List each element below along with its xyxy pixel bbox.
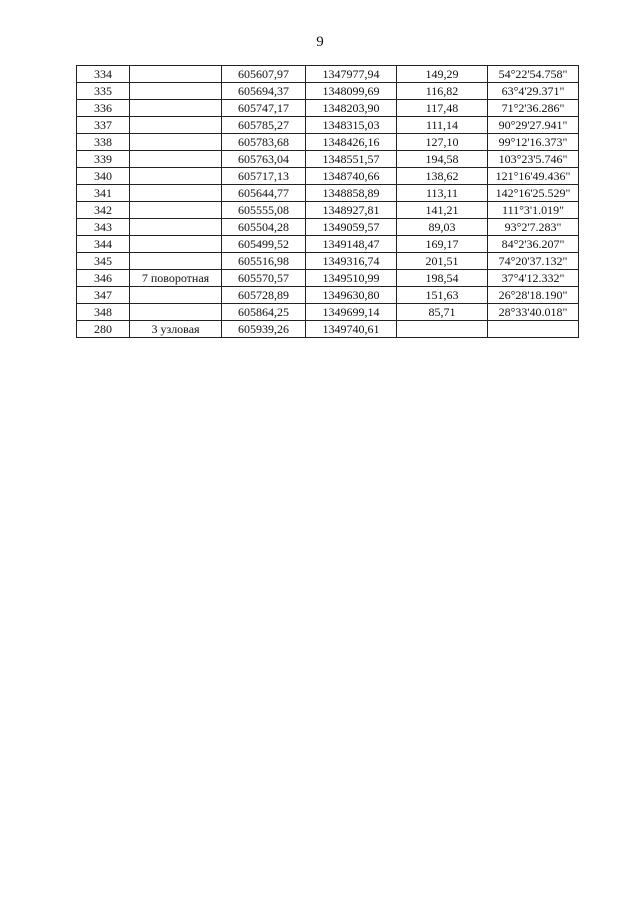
distance: 169,17 [397,236,488,253]
direction-angle: 111°3'1.019" [488,202,579,219]
point-type: 3 узловая [130,321,222,338]
coord-y: 1347977,94 [306,66,397,83]
coord-x: 605717,13 [222,168,306,185]
table-row [77,321,579,338]
coord-x: 605747,17 [222,100,306,117]
point-type [130,168,222,185]
distance: 117,48 [397,100,488,117]
point-number: 336 [77,100,130,117]
direction-angle: 121°16'49.436" [488,168,579,185]
direction-angle: 28°33'40.018" [488,304,579,321]
coord-x: 605694,37 [222,83,306,100]
coord-y: 1349630,80 [306,287,397,304]
point-number: 338 [77,134,130,151]
direction-angle: 93°2'7.283" [488,219,579,236]
coord-x: 605516,98 [222,253,306,270]
page-number: 9 [316,34,324,50]
point-type [130,304,222,321]
point-number: 337 [77,117,130,134]
table-row [77,100,579,117]
direction-angle: 54°22'54.758" [488,66,579,83]
table-row [77,304,579,321]
point-number: 342 [77,202,130,219]
direction-angle: 71°2'36.286" [488,100,579,117]
table-row [77,83,579,100]
point-number: 348 [77,304,130,321]
distance: 89,03 [397,219,488,236]
point-type [130,236,222,253]
distance [397,321,488,338]
coord-x: 605607,97 [222,66,306,83]
point-number: 346 [77,270,130,287]
distance: 138,62 [397,168,488,185]
point-number: 335 [77,83,130,100]
point-type [130,134,222,151]
coord-y: 1348099,69 [306,83,397,100]
coord-x: 605763,04 [222,151,306,168]
coord-x: 605504,28 [222,219,306,236]
direction-angle: 99°12'16.373" [488,134,579,151]
coord-y: 1348927,81 [306,202,397,219]
coord-x: 605728,89 [222,287,306,304]
table-row [77,236,579,253]
coord-y: 1348551,57 [306,151,397,168]
coord-y: 1348426,16 [306,134,397,151]
point-type [130,219,222,236]
point-number: 345 [77,253,130,270]
direction-angle: 26°28'18.190" [488,287,579,304]
coord-x: 605939,26 [222,321,306,338]
coord-y: 1349316,74 [306,253,397,270]
point-type [130,83,222,100]
point-number: 334 [77,66,130,83]
direction-angle [488,321,579,338]
distance: 151,63 [397,287,488,304]
table-row [77,185,579,202]
table-row [77,202,579,219]
direction-angle: 63°4'29.371" [488,83,579,100]
point-type [130,253,222,270]
distance: 116,82 [397,83,488,100]
coord-x: 605644,77 [222,185,306,202]
coord-y: 1349148,47 [306,236,397,253]
direction-angle: 84°2'36.207" [488,236,579,253]
coord-y: 1348740,66 [306,168,397,185]
direction-angle: 142°16'25.529" [488,185,579,202]
table-row [77,219,579,236]
coord-x: 605783,68 [222,134,306,151]
coord-y: 1349059,57 [306,219,397,236]
point-number: 280 [77,321,130,338]
point-type [130,100,222,117]
coord-y: 1349740,61 [306,321,397,338]
direction-angle: 37°4'12.332" [488,270,579,287]
point-number: 347 [77,287,130,304]
coord-x: 605555,08 [222,202,306,219]
distance: 141,21 [397,202,488,219]
table-row [77,253,579,270]
coord-x: 605785,27 [222,117,306,134]
table-row [77,287,579,304]
table-row [77,270,579,287]
direction-angle: 74°20'37.132" [488,253,579,270]
point-number: 343 [77,219,130,236]
direction-angle: 103°23'5.746" [488,151,579,168]
table-row [77,66,579,83]
distance: 111,14 [397,117,488,134]
coord-x: 605864,25 [222,304,306,321]
table-row [77,117,579,134]
coord-y: 1348858,89 [306,185,397,202]
coord-y: 1348315,03 [306,117,397,134]
point-number: 340 [77,168,130,185]
distance: 198,54 [397,270,488,287]
table-row [77,151,579,168]
table-row [77,134,579,151]
distance: 113,11 [397,185,488,202]
distance: 201,51 [397,253,488,270]
distance: 127,10 [397,134,488,151]
point-type [130,202,222,219]
point-type [130,117,222,134]
point-number: 344 [77,236,130,253]
coord-x: 605570,57 [222,270,306,287]
distance: 194,58 [397,151,488,168]
point-type [130,151,222,168]
point-type: 7 поворотная [130,270,222,287]
point-type [130,185,222,202]
coord-y: 1349510,99 [306,270,397,287]
table-row [77,168,579,185]
coord-y: 1348203,90 [306,100,397,117]
coord-y: 1349699,14 [306,304,397,321]
direction-angle: 90°29'27.941" [488,117,579,134]
coordinates-table [76,65,579,338]
point-type [130,66,222,83]
distance: 149,29 [397,66,488,83]
point-number: 341 [77,185,130,202]
coord-x: 605499,52 [222,236,306,253]
point-number: 339 [77,151,130,168]
point-type [130,287,222,304]
distance: 85,71 [397,304,488,321]
